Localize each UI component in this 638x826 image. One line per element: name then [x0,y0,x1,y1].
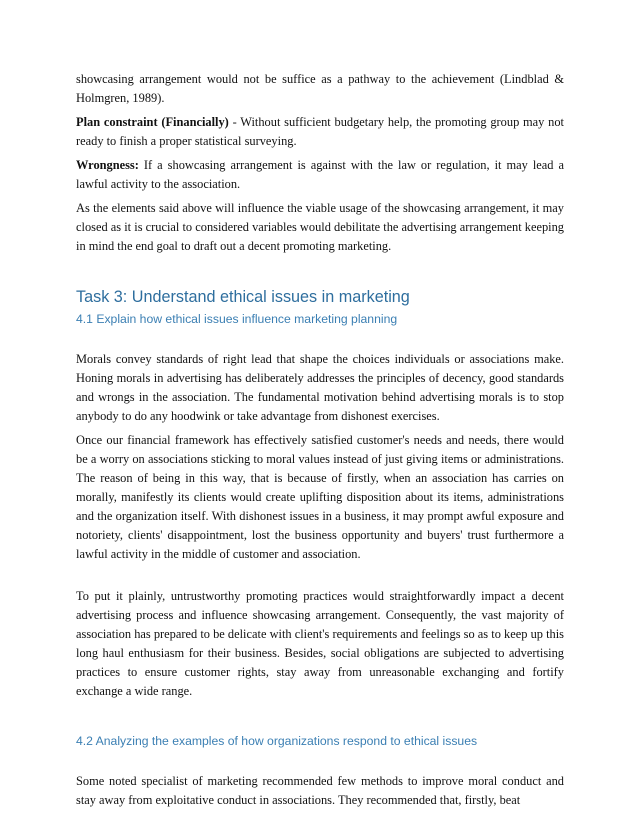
spacer [76,328,564,350]
spacer [76,706,564,732]
plan-constraint-label: Plan constraint (Financially) [76,115,229,129]
wrongness-text: If a showcasing arrangement is against with the law or regulation, it may lead a lawful activity to the association. [76,158,564,191]
wrongness-label: Wrongness: [76,158,139,172]
document-body [76,70,564,815]
paragraph-noted-specialist: Some noted specialist of marketing recommended few methods to improve moral conduct and stay away from exploitative conduct in associations. They recommended that, firstly, beat [76,774,564,807]
paragraph-morals: Morals convey standards of right lead that shape the choices individuals or associations make. Honing morals in advertising has deliberately addresses the principles of decency, good standards and wrongs in the association. The fundamental motivation behind advertising morals is to stop anybody to do any hoodwink or take advantage from dishonest exercises. [76,352,564,423]
heading-task-3: Task 3: Understand ethical issues in marketing [76,288,410,306]
subheading-4-1: 4.1 Explain how ethical issues influence marketing planning [76,312,398,326]
paragraph-plan-constraint [76,113,564,151]
paragraph-put-it-plainly: To put it plainly, untrustworthy promoting practices would straightforwardly impact a decent advertising process and influence showcasing arrangement. Consequently, the vast majority of association has prepared to be delicate with client's requirements and feelings so as to keep up this long haul enthusiasm for their business. Besides, social obligations are subjected to advertising practices to ensure customer rights, stay away from unreasonable exchanging and fortify exchange a wide range. [76,589,564,698]
paragraph-wrongness [76,156,564,194]
spacer [76,750,564,772]
spacer [76,569,564,587]
paragraph-continuation: showcasing arrangement would not be suffice as a pathway to the achievement (Lindblad & Holmgren, 1989). [76,72,564,105]
paragraph-elements-summary: As the elements said above will influence the viable usage of the showcasing arrangement, it may closed as it is crucial to considered variables would debilitate the advertising arrangement keeping in mind the end goal to draft out a decent promoting marketing. [76,201,564,253]
paragraph-financial-framework: Once our financial framework has effectively satisfied customer's needs and needs, there would be a worry on associations sticking to moral values instead of just giving items or administrations. The reason of being in this way, that is because of firstly, when an association has carries on morally, manifestly its clients would create uplifting disposition about its items, administrations and the organization itself. With dishonest issues in a business, it may prompt awful exposure and notoriety, clients' disappointment, lost the business opportunity and buyers' trust furthermore a lawful activity in the middle of customer and association. [76,433,564,561]
plan-constraint-text: - Without sufficient budgetary help, the promoting group may not ready to finish a proper statistical surveying. [76,115,564,148]
subheading-4-2: 4.2 Analyzing the examples of how organizations respond to ethical issues [76,734,478,748]
